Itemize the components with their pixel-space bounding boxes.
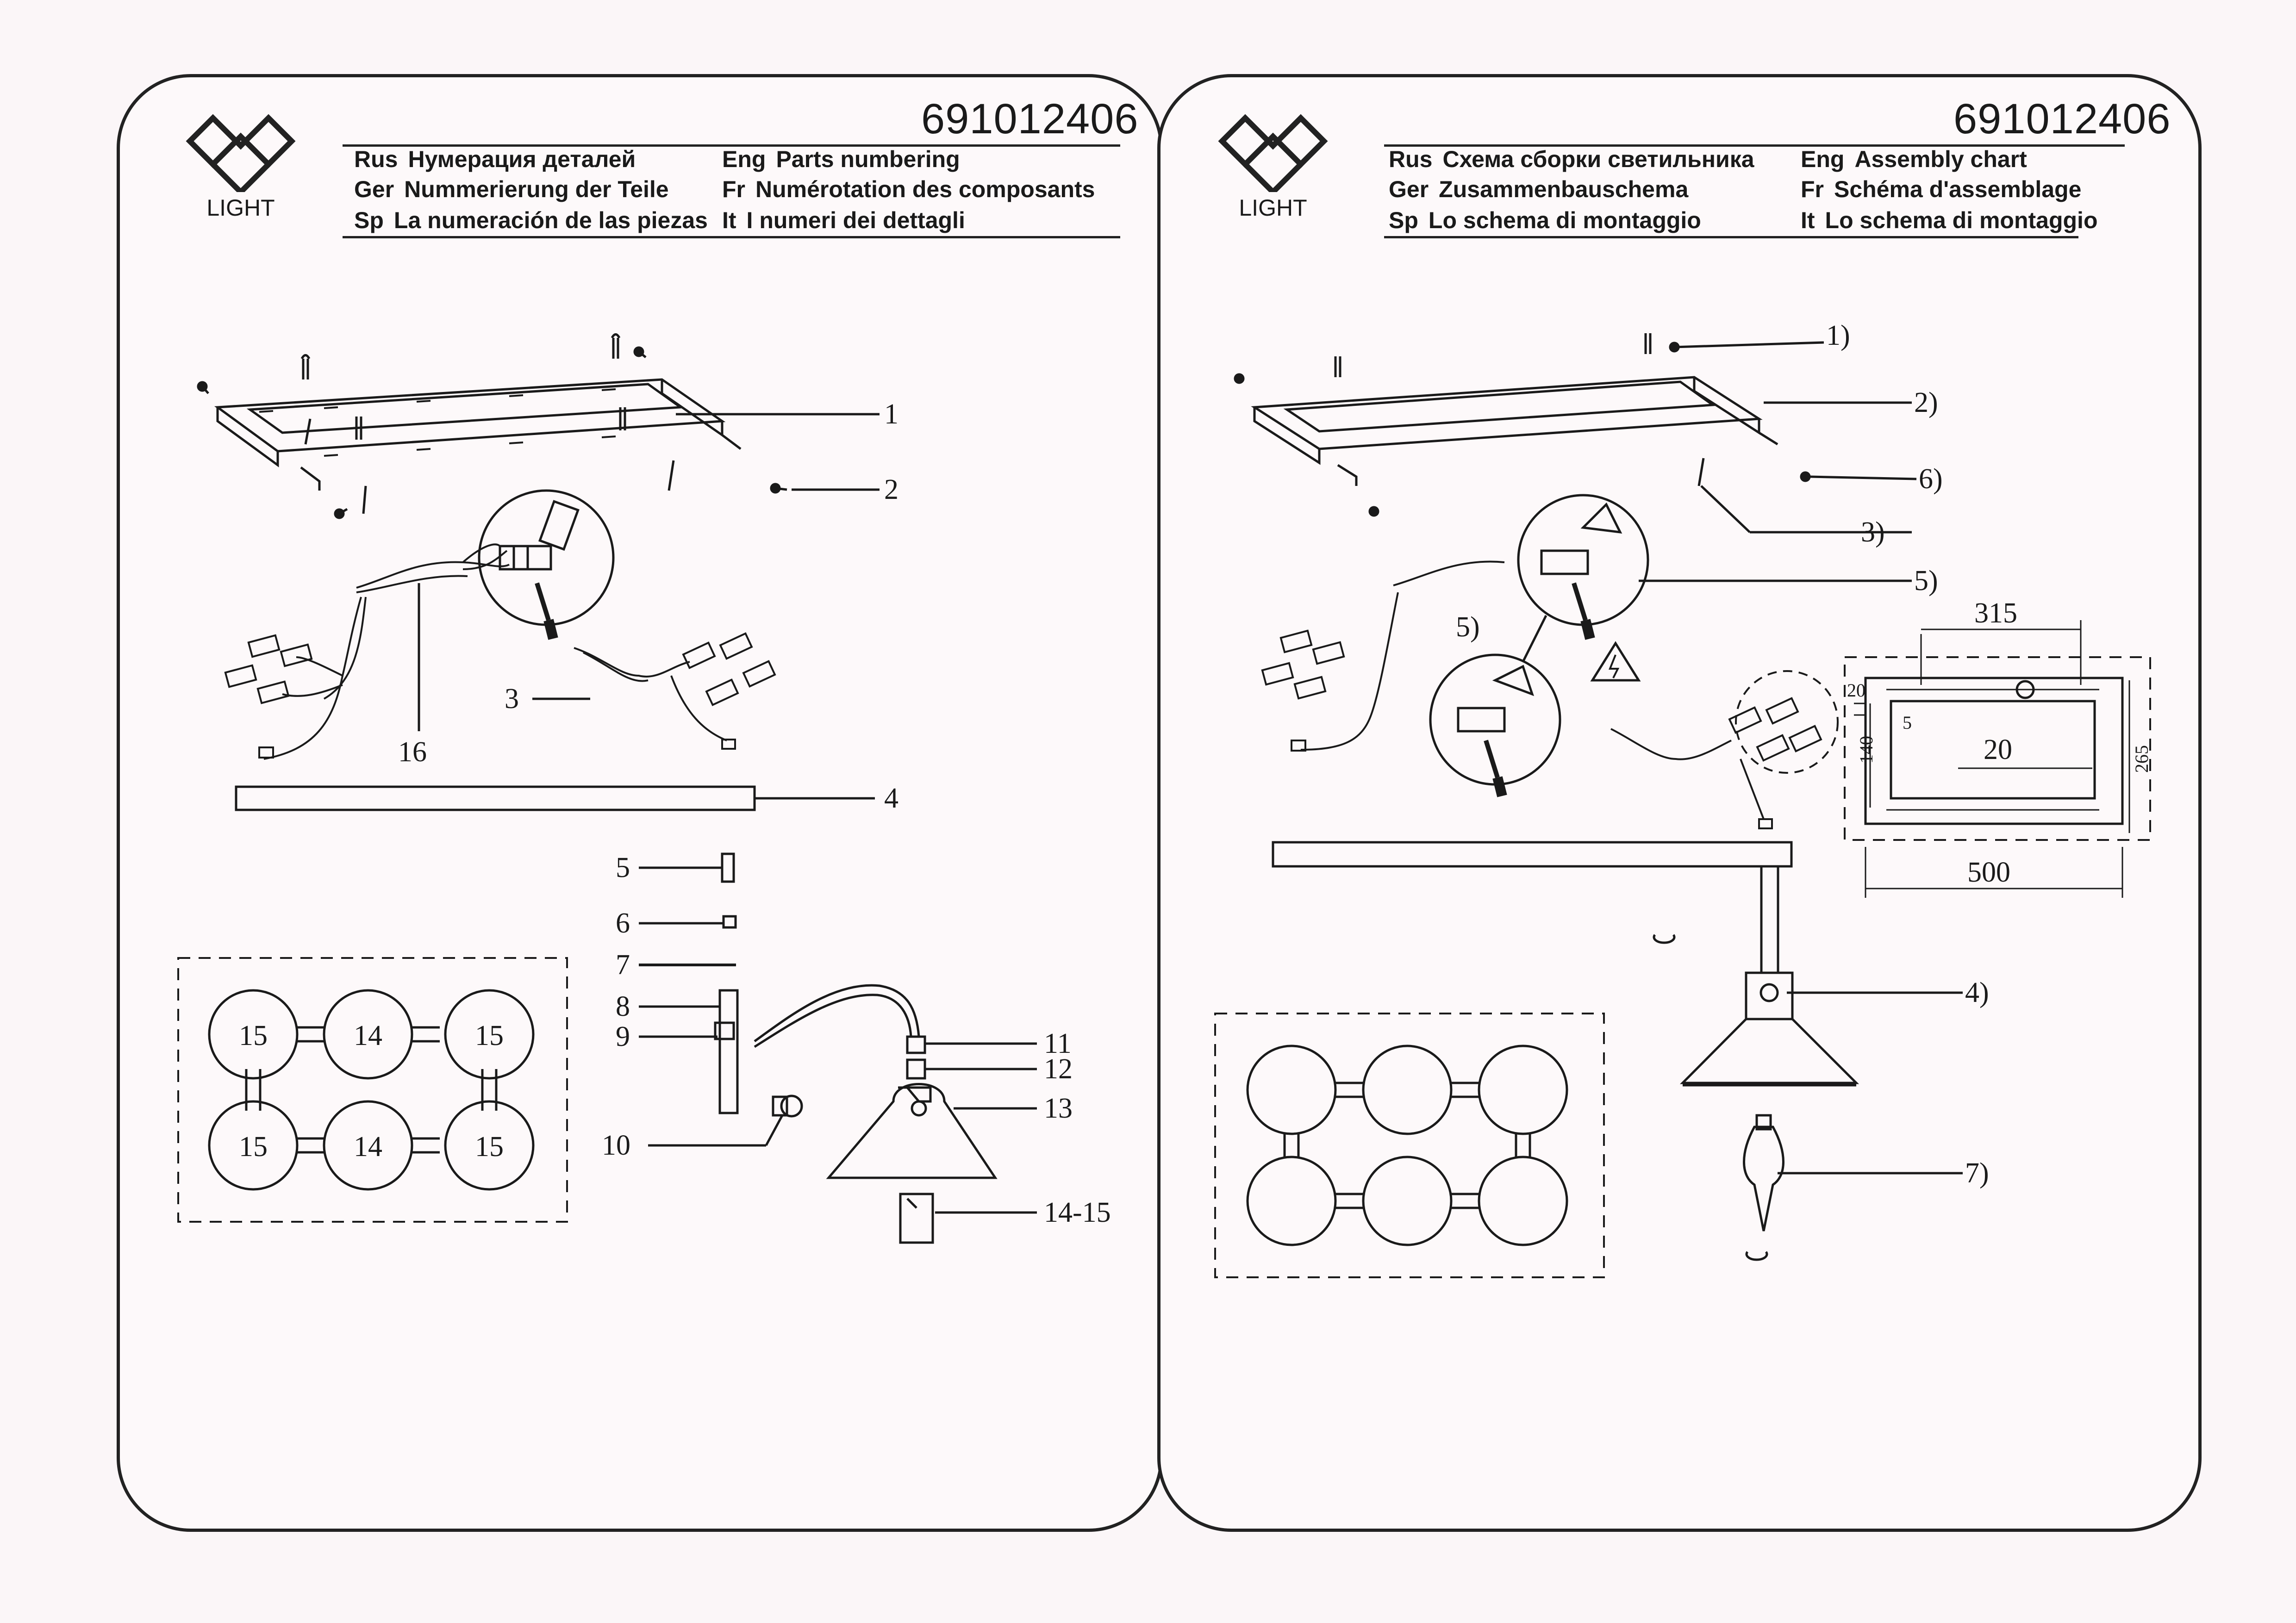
grid-label: 15 (475, 1131, 504, 1163)
callout-5r-detail: 5) (1456, 611, 1480, 643)
terminal-block-detail (479, 491, 613, 639)
callout-14-15: 14-15 (1044, 1197, 1111, 1228)
header-sp: Sp Lo schema di montaggio (1389, 207, 1701, 233)
canopy-plate (236, 787, 755, 810)
shade-layout-box (178, 958, 567, 1222)
callout-11: 11 (1044, 1028, 1072, 1059)
grid-label: 15 (239, 1131, 268, 1163)
callout-5: 5 (616, 852, 630, 883)
rotate-icon (1654, 935, 1674, 943)
header-ger: Ger Zusammenbauschema (1389, 176, 1689, 202)
header-fr: Fr Schéma d'assemblage (1801, 176, 2082, 202)
header-fr: Fr Numérotation des composants (722, 176, 1095, 202)
dim-500: 500 (1967, 857, 2010, 888)
header-eng: Eng Parts numbering (722, 146, 960, 172)
grid-label: 14 (354, 1020, 382, 1051)
callout-16: 16 (398, 736, 427, 768)
mounting-frame (218, 379, 741, 491)
callout-3r: 3) (1861, 516, 1885, 548)
canopy-plate-right (1273, 842, 1791, 866)
callout-7r: 7) (1965, 1157, 1989, 1189)
wiring-right (1262, 561, 1821, 828)
logo-text: LIGHT (1239, 195, 1307, 221)
callout-9: 9 (616, 1021, 630, 1052)
callout-5r: 5) (1914, 565, 1938, 597)
callout-3: 3 (505, 683, 519, 715)
mounting-frame-right (1254, 377, 1778, 486)
dim-20-small: 20 (1847, 680, 1866, 701)
callout-1: 1 (884, 398, 898, 430)
callout-2r: 2) (1914, 387, 1938, 418)
dim-5: 5 (1903, 712, 1912, 733)
small-parts (639, 854, 1037, 1243)
grid-label: 15 (475, 1020, 504, 1051)
callout-2: 2 (884, 474, 898, 505)
grid-label: 14 (354, 1131, 382, 1163)
header-sp: Sp La numeración de las piezas (354, 207, 708, 233)
lamp-assembly-right (1654, 866, 1963, 1260)
model-number-left: 691012406 (921, 95, 1139, 143)
header-it: It Lo schema di montaggio (1801, 207, 2098, 233)
model-number-right: 691012406 (1953, 95, 2171, 143)
callout-6: 6 (616, 908, 630, 939)
callout-12: 12 (1044, 1053, 1073, 1085)
bulb-icon (1744, 1127, 1784, 1231)
screws-right (1235, 333, 1916, 532)
wiring-harness (225, 544, 775, 759)
callout-8: 8 (616, 991, 630, 1022)
header-it: It I numeri dei dettagli (722, 207, 965, 233)
dim-315: 315 (1974, 597, 2017, 629)
grid-label: 15 (239, 1020, 268, 1051)
callout-4: 4 (884, 783, 898, 814)
callout-4r: 4) (1965, 977, 1989, 1008)
header-rus: Rus Нумерация деталей (354, 146, 636, 172)
dim-20: 20 (1984, 734, 2012, 765)
callout-13: 13 (1044, 1093, 1073, 1124)
callout-1r: 1) (1826, 320, 1850, 351)
logo-text: LIGHT (206, 195, 275, 221)
header-eng: Eng Assembly chart (1801, 146, 2027, 172)
header-ger: Ger Nummerierung der Teile (354, 176, 669, 202)
callout-10: 10 (602, 1130, 630, 1161)
dim-265: 265 (2131, 745, 2152, 773)
rotate-icon (1747, 1252, 1767, 1260)
shade-layout-grid-right (1248, 1046, 1567, 1245)
screws (198, 335, 787, 518)
callout-7: 7 (616, 949, 630, 981)
header-rus: Rus Схема сборки светильника (1389, 146, 1754, 172)
dim-140: 140 (1856, 736, 1877, 764)
callout-6r: 6) (1919, 463, 1943, 495)
